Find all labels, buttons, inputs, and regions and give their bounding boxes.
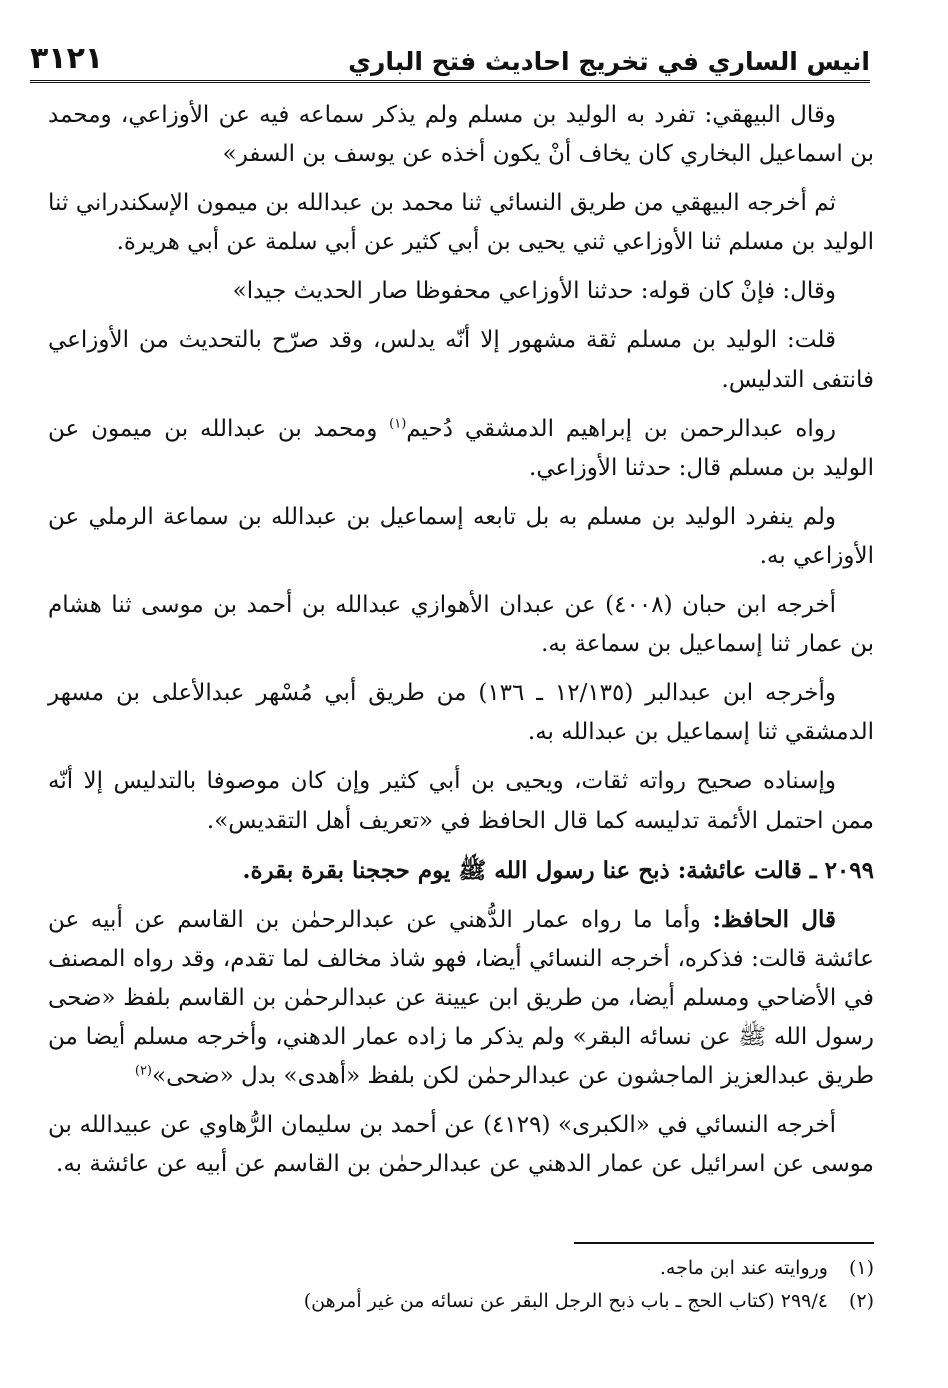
hadith-heading <box>48 851 874 890</box>
paragraph: وقال البيهقي: تفرد به الوليد بن مسلم ولم يذكر سماعه فيه عن الأوزاعي، ومحمد بن اسماعيل البخاري كان يخاف أنْ يكون أخذه عن يوسف بن السفر» <box>48 102 874 168</box>
footnote-ref[interactable]: (١) <box>389 416 407 431</box>
paragraph: وإسناده صحيح رواته ثقات، ويحيى بن أبي كثير وإن كان موصوفا بالتدليس إلا أنّه ممن احتمل الأئمة تدليسه كما قال الحافظ في «تعريف أهل التقديس». <box>48 768 874 834</box>
paragraph-text: وأما ما رواه عمار الدُّهني عن عبدالرحمٰن بن القاسم عن أبيه عن عائشة قالت: فذكره، أخرجه النسائي أيضا، فهو شاذ مخالف لما تقدم، وقد رواه المصنف في الأضاحي ومسلم أيضا، من طريق ابن عيينة عن عبدالرحمٰن بن القاسم بلفظ «ضحى رسول الله ﷺ عن نسائه البقر» ولم يذكر ما زاده عمار الدهني، وأخرجه مسلم أيضا من طريق عبدالعزيز الماجشون عن عبدالرحمٰن لكن بلفظ «أهدى» بدل «ضحى» <box>48 906 874 1090</box>
paragraph: وأخرجه ابن عبدالبر (١٢/١٣٥ ـ ١٣٦) من طريق أبي مُسْهر عبدالأعلى بن مسهر الدمشقي ثنا إسماعيل بن عبدالله به. <box>48 680 874 746</box>
footnote-text: ٢٩٩/٤ (كتاب الحج ـ باب ذبح الرجل البقر عن نسائه من غير أمرهن) <box>303 1290 828 1313</box>
paragraph: ثم أخرجه البيهقي من طريق النسائي ثنا محمد بن عبدالله بن ميمون الإسكندراني ثنا الوليد بن مسلم ثنا الأوزاعي ثني يحيى بن أبي كثير عن أبي سلمة عن أبي هريرة. <box>48 190 874 256</box>
paragraph: أخرجه ابن حبان (٤٠٠٨) عن عبدان الأهوازي عبدالله بن أحمد بن موسى ثنا هشام بن عمار ثنا إسماعيل بن سماعة به. <box>48 592 874 658</box>
paragraph-text: ومحمد بن عبدالله بن ميمون عن الوليد بن مسلم قال: حدثنا الأوزاعي. <box>48 415 874 481</box>
paragraph: ولم ينفرد الوليد بن مسلم به بل تابعه إسماعيل بن عبدالله بن سماعة الرملي عن الأوزاعي به. <box>48 503 874 569</box>
paragraph: وقال: فإنْ كان قوله: حدثنا الأوزاعي محفوظا صار الحديث جيدا» <box>232 278 836 305</box>
page-number: ٣١٢١ <box>30 41 104 76</box>
paragraph <box>48 900 874 1096</box>
hadith-intro: ـ قالت عائشة: <box>669 856 825 884</box>
footnote-text: وروايته عند ابن ماجه. <box>659 1257 828 1279</box>
footnote-ref[interactable]: (٢) <box>134 1063 152 1079</box>
book-title: انيس الساري في تخريج احاديث فتح الباري <box>348 47 870 76</box>
footnote <box>48 1285 874 1318</box>
main-text <box>48 96 874 1194</box>
footnote <box>48 1252 874 1285</box>
paragraph-text: رواه عبدالرحمن بن إبراهيم الدمشقي دُحيم <box>406 415 836 442</box>
hafiz-label: قال الحافظ: <box>712 905 836 933</box>
footnotes <box>48 1252 874 1319</box>
paragraph: أخرجه النسائي في «الكبرى» (٤١٢٩) عن أحمد بن سليمان الرُّهاوي عن عبيدالله بن موسى عن اسرائيل عن عمار الدهني عن عبدالرحمٰن بن القاسم عن أبيه عن عائشة به. <box>48 1112 874 1178</box>
paragraph: قلت: الوليد بن مسلم ثقة مشهور إلا أنّه يدلس، وقد صرّح بالتحديث من الأوزاعي فانتفى التدليس. <box>48 327 874 393</box>
hadith-number: ٢٠٩٩ <box>824 856 874 884</box>
hadith-text: ذبح عنا رسول الله ﷺ يوم حججنا بقرة بقرة. <box>242 856 670 884</box>
footnote-number: (٢) <box>848 1290 874 1313</box>
paragraph <box>48 410 874 488</box>
footnote-divider <box>574 1242 874 1244</box>
running-header <box>30 30 870 83</box>
footnote-number: (١) <box>848 1257 874 1279</box>
